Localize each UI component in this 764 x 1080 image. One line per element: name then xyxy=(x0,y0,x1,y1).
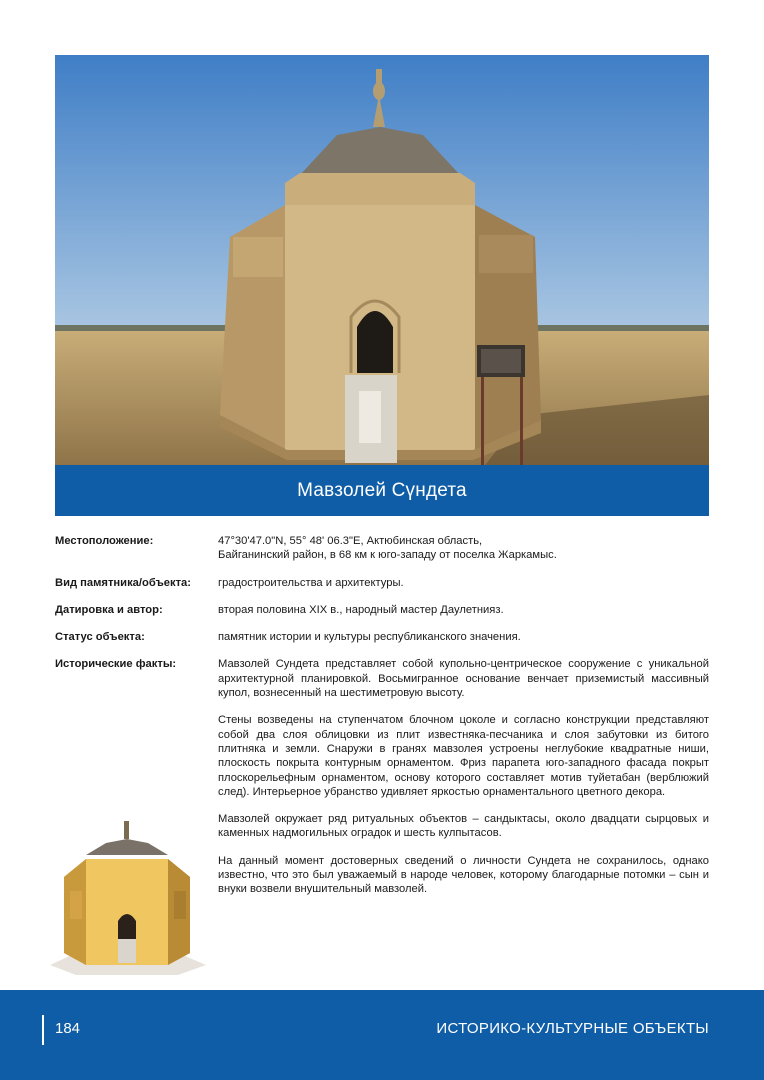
footer-divider xyxy=(42,1015,44,1045)
page-number: 184 xyxy=(55,1020,81,1037)
field-type xyxy=(55,576,709,590)
mausoleum-sketch xyxy=(46,815,208,985)
field-label: Датировка и автор: xyxy=(55,603,163,616)
history-paragraph: Стены возведены на ступенчатом блочном цоколе и согласно конструкции представляют собой два слоя облицовки из плит известняка-песчаника и слоя забутовки из битого плитняка и земли. Снаружи в гранях мавзолея устроены неглубокие квадратные ниши, плоскость покрыта контурным орнаментом. Фриз парапета юго-западного фасада покрыт плоскорельефным орнаментом, основу которого составляет мотив туйетабан (верблюжий след). Интерьерное убранство удивляет яркостью орнаментального цветного декора. xyxy=(218,714,709,798)
field-label: Местоположение: xyxy=(55,535,154,547)
field-label: Статус объекта: xyxy=(55,631,145,644)
field-label: Вид памятника/объекта: xyxy=(55,576,191,589)
field-value: памятник истории и культуры республиканского значения. xyxy=(218,631,521,644)
value-line: 47°30'47.0"N, 55° 48' 06.3"E, Актюбинская область, xyxy=(218,535,483,547)
field-value xyxy=(218,657,709,909)
field-status xyxy=(55,630,709,644)
page-footer xyxy=(0,990,764,1080)
field-value: вторая половина XIX в., народный мастер Даулетнияз. xyxy=(218,603,504,616)
history-paragraph: Мавзолей Сундета представляет собой купольно-центрическое сооружение с уникальной архитектурной планировкой. Восьмигранное основание венчает приземистый массивный купол, вознесенный на шестиметровую высоту. xyxy=(218,658,709,700)
title-band xyxy=(55,465,709,516)
field-value xyxy=(218,534,709,563)
section-title: ИСТОРИКО-КУЛЬТУРНЫЕ ОБЪЕКТЫ xyxy=(436,1020,709,1037)
field-location xyxy=(55,534,709,563)
monument-title: Мавзолей Сүндета xyxy=(297,479,467,501)
history-paragraph: На данный момент достоверных сведений о личности Сундета не сохранилось, однако известно, что это был уважаемый в народе человек, которому благодарные потомки – сын и внуки возвели внушительный мавзолей. xyxy=(218,854,709,896)
field-dating xyxy=(55,603,709,617)
field-label: Исторические факты: xyxy=(55,658,177,671)
history-paragraph: Мавзолей окружает ряд ритуальных объектов – сандыктасы, около двадцати сырцовых и каменных надмогильных оградок и шесть кулпытасов. xyxy=(218,813,709,840)
field-value: градостроительства и архитектуры. xyxy=(218,576,404,589)
mausoleum-photo xyxy=(55,55,709,465)
value-line: Байганинский район, в 68 км к юго-западу от поселка Жаркамыс. xyxy=(218,549,557,562)
